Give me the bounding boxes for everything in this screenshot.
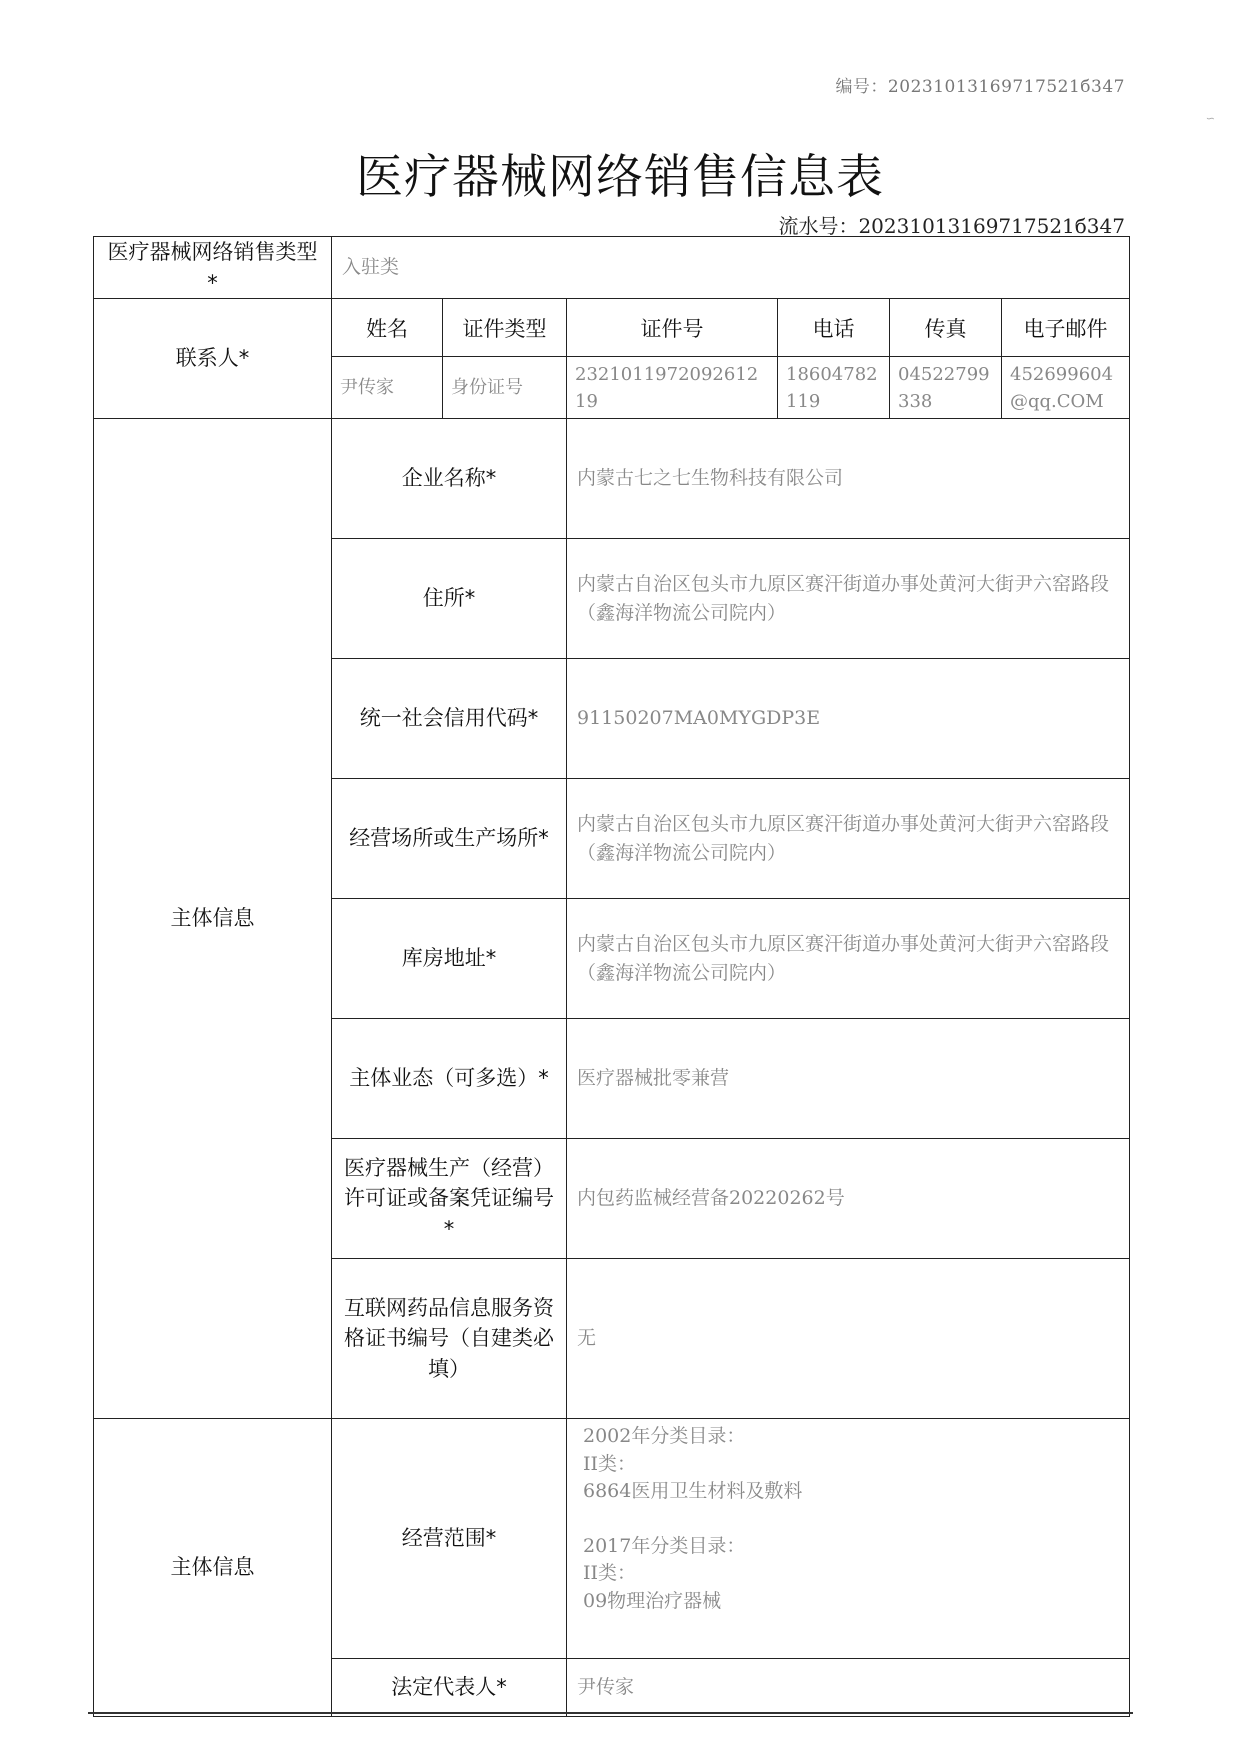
sale-type-row <box>94 237 1130 299</box>
business-place-value: 内蒙古自治区包头市九原区赛汗街道办事处黄河大街尹六窑路段（鑫海洋物流公司院内） <box>567 779 1130 899</box>
scope-line: 09物理治疗器械 <box>583 1589 722 1612</box>
contact-col-id-number: 证件号 <box>567 299 778 357</box>
sale-type-label: 医疗器械网络销售类型* <box>94 237 332 299</box>
company-name-value: 内蒙古七之七生物科技有限公司 <box>567 419 1130 539</box>
credit-code-value: 91150207MA0MYGDP3E <box>567 659 1130 779</box>
contact-col-email: 电子邮件 <box>1002 299 1130 357</box>
legal-rep-value: 尹传家 <box>567 1659 1130 1717</box>
scope-value <box>567 1419 1130 1659</box>
contact-phone: 18604782119 <box>778 357 890 419</box>
scope-line: 6864医用卫生材料及敷料 <box>583 1480 803 1503</box>
contact-col-phone: 电话 <box>778 299 890 357</box>
field-label: 医疗器械生产（经营）许可证或备案凭证编号* <box>332 1139 567 1259</box>
subject-label: 主体信息 <box>94 419 332 1419</box>
page-bottom-rule <box>88 1712 1133 1714</box>
serial-number: 编号：20231013169717521б347 <box>835 77 1125 97</box>
scope-label: 经营范围* <box>332 1419 567 1659</box>
field-label: 住所* <box>332 539 567 659</box>
contact-name: 尹传家 <box>332 357 443 419</box>
field-label: 统一社会信用代码* <box>332 659 567 779</box>
contact-col-fax: 传真 <box>890 299 1002 357</box>
subject-row <box>94 419 1130 539</box>
scan-mark: ∽ <box>1205 112 1215 125</box>
page-title: 医疗器械网络销售信息表 <box>356 150 884 205</box>
residence-value: 内蒙古自治区包头市九原区赛汗街道办事处黄河大街尹六窑路段（鑫海洋物流公司院内） <box>567 539 1130 659</box>
scope-row <box>94 1419 1130 1659</box>
scope-line: II类： <box>583 1562 637 1585</box>
contact-col-id-type: 证件类型 <box>443 299 567 357</box>
contact-header-row <box>94 299 1130 357</box>
contact-fax: 04522799338 <box>890 357 1002 419</box>
contact-id-number: 232101197209261219 <box>567 357 778 419</box>
scope-line: 2002年分类目录： <box>583 1425 746 1447</box>
field-label: 企业名称* <box>332 419 567 539</box>
legal-rep-label: 法定代表人* <box>332 1659 567 1717</box>
sale-type-value: 入驻类 <box>332 237 1130 299</box>
contact-id-type: 身份证号 <box>443 357 567 419</box>
scope-line <box>583 1506 1113 1533</box>
contact-col-name: 姓名 <box>332 299 443 357</box>
business-form-value: 医疗器械批零兼营 <box>567 1019 1130 1139</box>
field-label: 库房地址* <box>332 899 567 1019</box>
internet-cert-value: 无 <box>567 1259 1130 1419</box>
warehouse-value: 内蒙古自治区包头市九原区赛汗街道办事处黄河大街尹六窑路段（鑫海洋物流公司院内） <box>567 899 1130 1019</box>
info-table <box>93 236 1130 1717</box>
contact-email: 452699604@qq.COM <box>1002 357 1130 419</box>
field-label: 主体业态（可多选）* <box>332 1019 567 1139</box>
contact-label: 联系人* <box>94 299 332 419</box>
field-label: 互联网药品信息服务资格证书编号（自建类必填） <box>332 1259 567 1419</box>
scope-line: 2017年分类目录： <box>583 1534 746 1557</box>
flow-number: 流水号：20231013169717521б347 <box>778 214 1125 238</box>
field-label: 经营场所或生产场所* <box>332 779 567 899</box>
subject2-label: 主体信息 <box>94 1419 332 1717</box>
license-number-value: 内包药监械经营备20220262号 <box>567 1139 1130 1259</box>
scope-line: II类： <box>583 1452 637 1475</box>
